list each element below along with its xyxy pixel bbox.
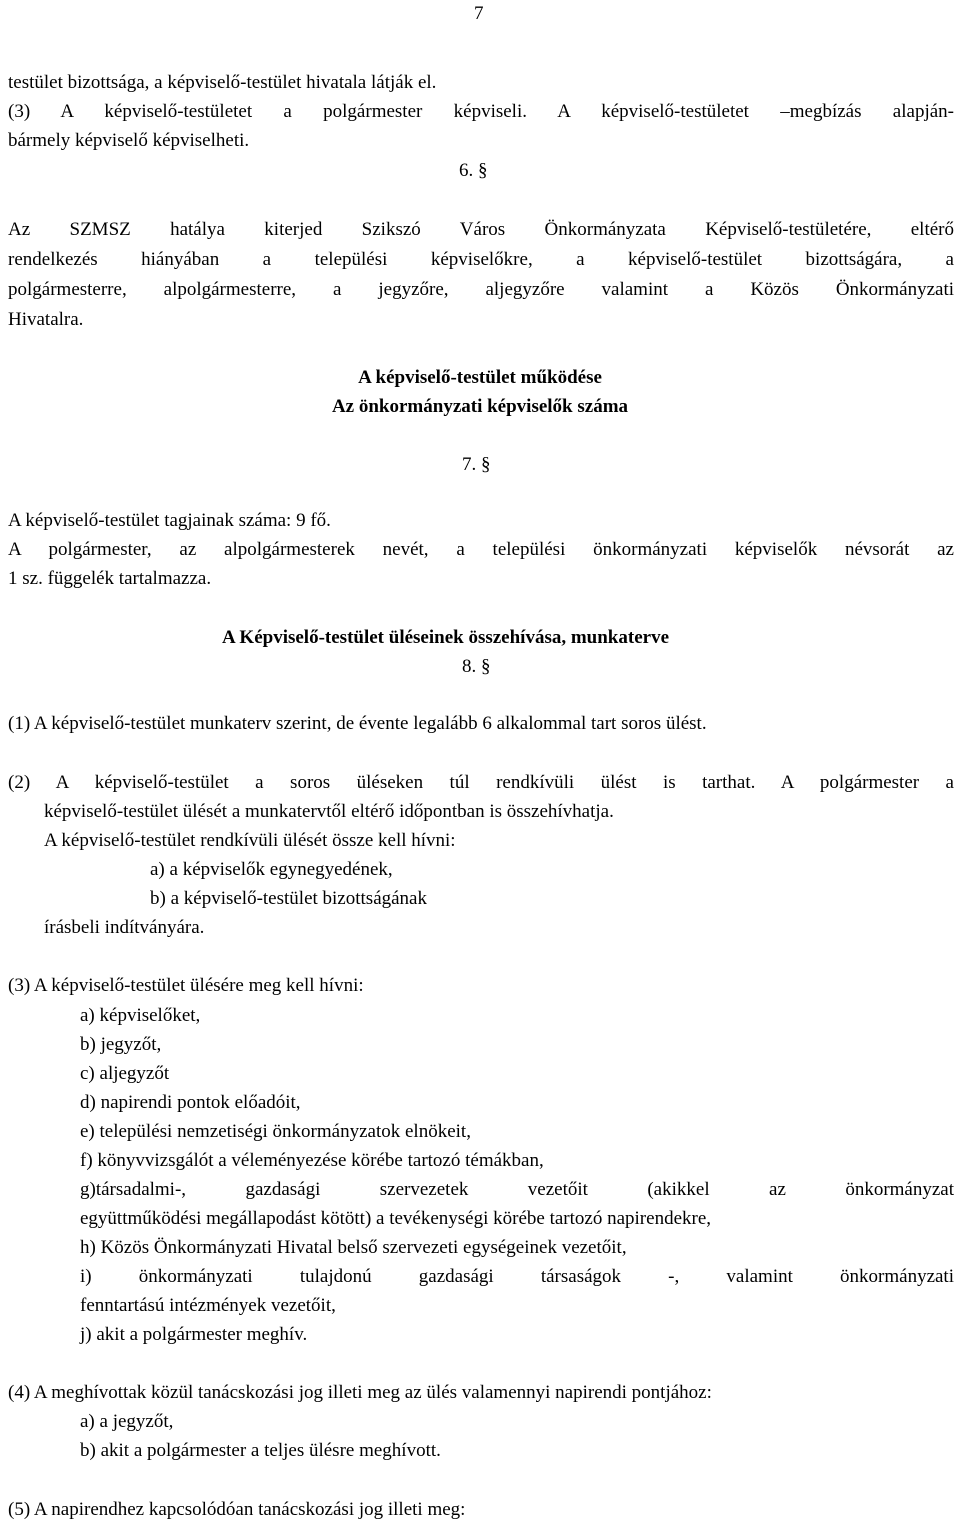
list-item-j: j) akit a polgármester meghív.: [80, 1324, 308, 1345]
section-7-line-2: A polgármester, az alpolgármesterek nevét, a települési önkormányzati képviselők névsorát az: [8, 539, 954, 560]
section-8-paragraph-2-end: írásbeli indítványára.: [44, 917, 205, 938]
list-item: c) aljegyzőt: [80, 1063, 170, 1084]
section-6-line-4: Hivatalra.: [8, 309, 84, 330]
list-item-g-line-2: együttműködési megállapodást kötött) a tevékenységi körébe tartozó napirendekre,: [80, 1208, 712, 1229]
intro-line-2: (3) A képviselő-testületet a polgármester képviseli. A képviselő-testületet –megbízás alapján-: [8, 101, 954, 122]
list-item: b) jegyzőt,: [80, 1034, 162, 1055]
heading-kepviselok-szama: Az önkormányzati képviselők száma: [331, 396, 629, 417]
list-item: d) napirendi pontok előadóit,: [80, 1092, 301, 1113]
section-8-paragraph-2-line-3: A képviselő-testület rendkívüli ülését össze kell hívni:: [44, 830, 456, 851]
list-item-h: h) Közös Önkormányzati Hivatal belső szervezeti egységeinek vezetőit,: [80, 1237, 627, 1258]
section-8-paragraph-2-item-a: a) a képviselők egynegyedének,: [150, 859, 393, 880]
section-8-paragraph-4-item-a: a) a jegyzőt,: [80, 1411, 174, 1432]
section-8-paragraph-4-item-b: b) akit a polgármester a teljes ülésre meghívott.: [80, 1440, 441, 1461]
section-8-paragraph-3: (3) A képviselő-testület ülésére meg kell hívni:: [8, 975, 364, 996]
section-8-paragraph-1: (1) A képviselő-testület munkaterv szerint, de évente legalább 6 alkalommal tart soros ülést.: [8, 713, 707, 734]
intro-line-3: bármely képviselő képviselheti.: [8, 130, 250, 151]
section-8-paragraph-4: (4) A meghívottak közül tanácskozási jog illeti meg az ülés valamennyi napirendi pontjához:: [8, 1382, 712, 1403]
section-7-number: 7. §: [462, 454, 491, 475]
list-item: e) települési nemzetiségi önkormányzatok elnökeit,: [80, 1121, 471, 1142]
section-6-line-1: Az SZMSZ hatálya kiterjed Szikszó Város Önkormányzata Képviselő-testületére, eltérő: [8, 219, 954, 240]
heading-testulet-mukodese: A képviselő-testület működése: [358, 367, 602, 388]
list-item: f) könyvvizsgálót a véleményezése körébe tartozó témákban,: [80, 1150, 544, 1171]
section-6-number: 6. §: [459, 160, 488, 181]
section-6-line-3: polgármesterre, alpolgármesterre, a jegyzőre, aljegyzőre valamint a Közös Önkormányzati: [8, 279, 954, 300]
intro-line-1: testület bizottsága, a képviselő-testület hivatala látják el.: [8, 72, 437, 93]
section-8-paragraph-2-line-1: (2) A képviselő-testület a soros üléseken túl rendkívüli ülést is tarthat. A polgármester a: [8, 772, 954, 793]
page-number: 7: [474, 3, 484, 24]
section-8-number: 8. §: [462, 656, 491, 677]
section-8-paragraph-2-item-b: b) a képviselő-testület bizottságának: [150, 888, 427, 909]
list-item-i-line-2: fenntartású intézmények vezetőit,: [80, 1295, 336, 1316]
list-item: a) képviselőket,: [80, 1005, 201, 1026]
list-item-i-line-1: i) önkormányzati tulajdonú gazdasági társaságok -, valamint önkormányzati: [80, 1266, 954, 1287]
heading-ulesek-osszehivasa: A Képviselő-testület üléseinek összehívása, munkaterve: [222, 627, 670, 648]
section-7-line-1: A képviselő-testület tagjainak száma: 9 fő.: [8, 510, 331, 531]
section-8-paragraph-2-line-2: képviselő-testület ülését a munkatervtől eltérő időpontban is összehívhatja.: [44, 801, 614, 822]
section-7-line-3: 1 sz. függelék tartalmazza.: [8, 568, 212, 589]
section-6-line-2: rendelkezés hiányában a települési képviselőkre, a képviselő-testület bizottságára, a: [8, 249, 954, 270]
section-8-paragraph-5: (5) A napirendhez kapcsolódóan tanácskozási jog illeti meg:: [8, 1499, 466, 1520]
list-item-g-line-1: g)társadalmi-, gazdasági szervezetek vezetőit (akikkel az önkormányzat: [80, 1179, 954, 1200]
